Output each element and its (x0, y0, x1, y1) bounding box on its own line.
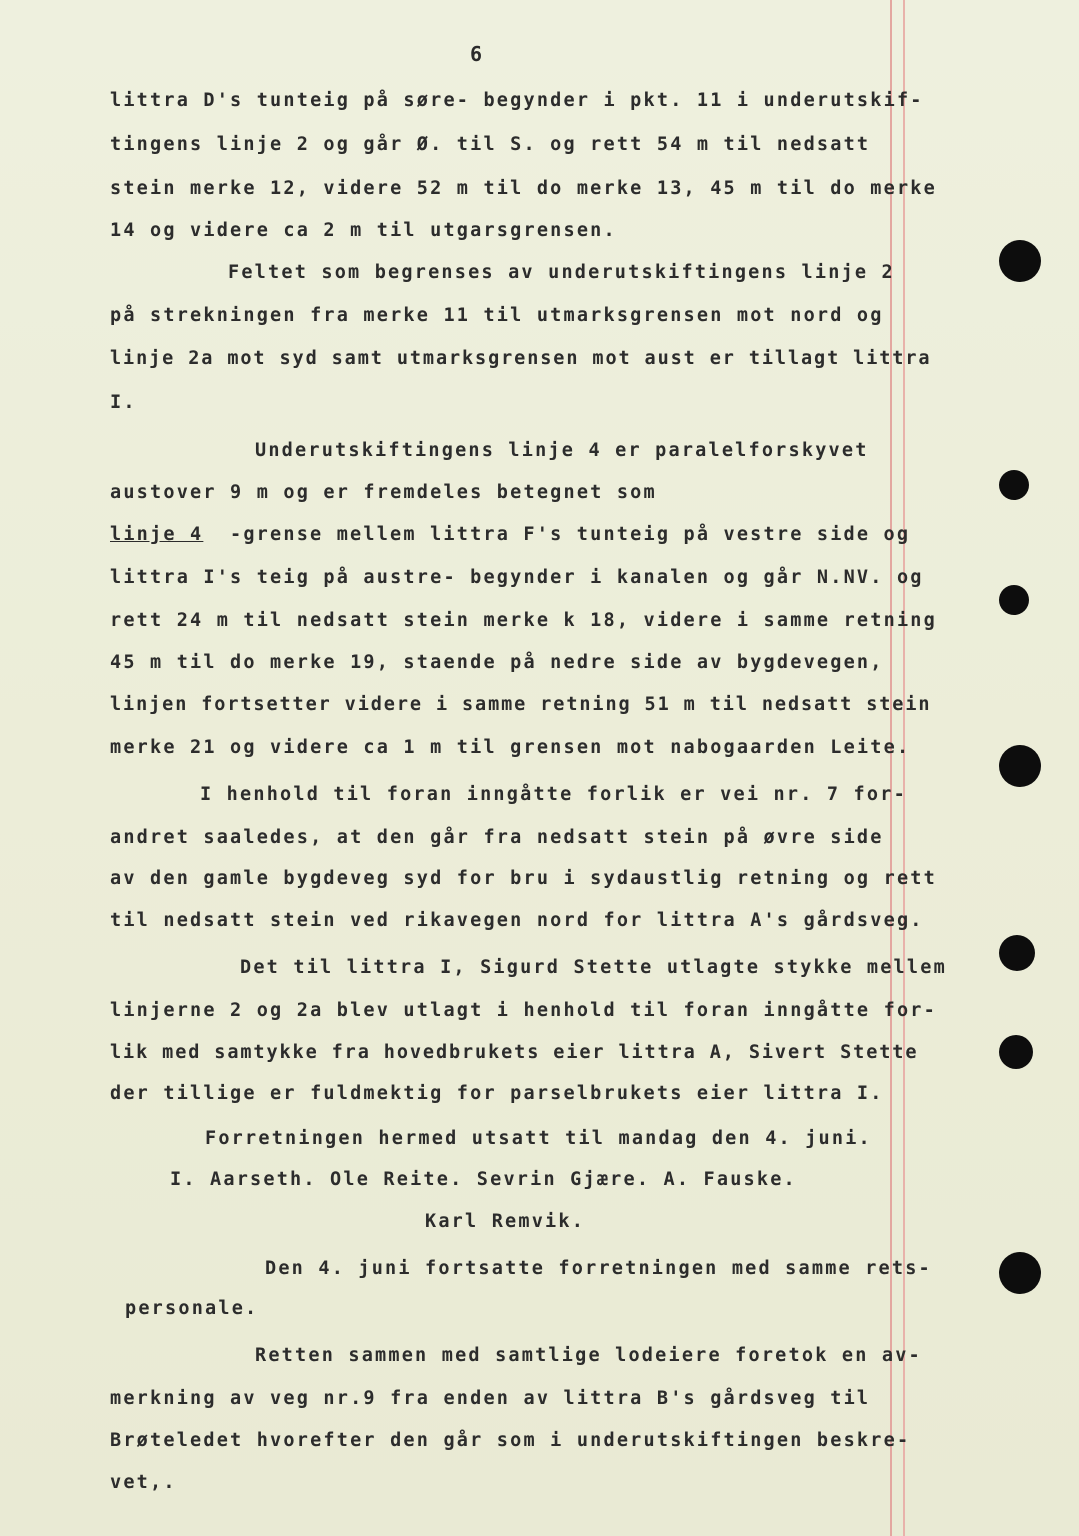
margin-rule-left (890, 0, 892, 1536)
punch-hole (999, 1252, 1041, 1294)
text-line: I. (110, 392, 137, 413)
text-line: linjerne 2 og 2a blev utlagt i henhold til foran inngåtte for- (110, 1000, 937, 1021)
punch-hole (999, 745, 1041, 787)
text-line: 14 og videre ca 2 m til utgarsgrensen. (110, 220, 617, 241)
punch-hole (999, 470, 1029, 500)
text-line: 45 m til do merke 19, staende på nedre side av bygdevegen, (110, 652, 884, 673)
text-line: vet,. (110, 1472, 177, 1493)
punch-hole (999, 585, 1029, 615)
punch-hole (999, 1035, 1033, 1069)
text-line: Det til littra I, Sigurd Stette utlagte stykke mellem (240, 957, 947, 978)
text-line: I henhold til foran inngåtte forlik er vei nr. 7 for- (200, 784, 907, 805)
text-line: stein merke 12, videre 52 m til do merke 13, 45 m til do merke (110, 178, 937, 199)
page-number: 6 (470, 42, 484, 66)
text-line: Forretningen hermed utsatt til mandag den 4. juni. (205, 1128, 872, 1149)
text-line: I. Aarseth. Ole Reite. Sevrin Gjære. A. Fauske. (170, 1169, 797, 1190)
text-line: andret saaledes, at den går fra nedsatt stein på øvre side (110, 827, 884, 848)
text-line: på strekningen fra merke 11 til utmarksgrensen mot nord og (110, 305, 884, 326)
text-line: Brøteledet hvorefter den går som i underutskiftingen beskre- (110, 1430, 911, 1451)
text-line: personale. (125, 1298, 259, 1319)
text-line: merke 21 og videre ca 1 m til grensen mot nabogaarden Leite. (110, 737, 911, 758)
text-line: Den 4. juni fortsatte forretningen med samme rets- (265, 1258, 932, 1279)
text-line: littra D's tunteig på søre- begynder i pkt. 11 i underutskif- (110, 90, 924, 111)
text-line: der tillige er fuldmektig for parselbrukets eier littra I. (110, 1083, 884, 1104)
text-line: lik med samtykke fra hovedbrukets eier littra A, Sivert Stette (110, 1042, 919, 1063)
text-line: av den gamle bygdeveg syd for bru i sydaustlig retning og rett (110, 868, 937, 889)
text-line: linjen fortsetter videre i samme retning 51 m til nedsatt stein (110, 694, 932, 715)
punch-hole (999, 935, 1035, 971)
margin-rule-right (903, 0, 905, 1536)
text-line: rett 24 m til nedsatt stein merke k 18, videre i samme retning (110, 610, 937, 631)
text-line: Feltet som begrenses av underutskiftingens linje 2 (228, 262, 895, 283)
text-line: tingens linje 2 og går Ø. til S. og rett 54 m til nedsatt (110, 134, 871, 155)
text-line: -grense mellem littra F's tunteig på vestre side og (230, 524, 911, 545)
text-line: merkning av veg nr.9 fra enden av littra B's gårdsveg til (110, 1388, 871, 1409)
text-line: til nedsatt stein ved rikavegen nord for littra A's gårdsveg. (110, 910, 924, 931)
text-line: littra I's teig på austre- begynder i kanalen og går N.NV. og (110, 567, 924, 588)
punch-hole (999, 240, 1041, 282)
underlined-label: linje 4 (110, 524, 204, 545)
text-line: linje 2a mot syd samt utmarksgrensen mot aust er tillagt littra (110, 348, 932, 369)
text-line: Retten sammen med samtlige lodeiere foretok en av- (255, 1345, 922, 1366)
text-line: Underutskiftingens linje 4 er paralelforskyvet (255, 440, 869, 461)
text-line: austover 9 m og er fremdeles betegnet som (110, 482, 657, 503)
text-line: Karl Remvik. (425, 1211, 586, 1232)
